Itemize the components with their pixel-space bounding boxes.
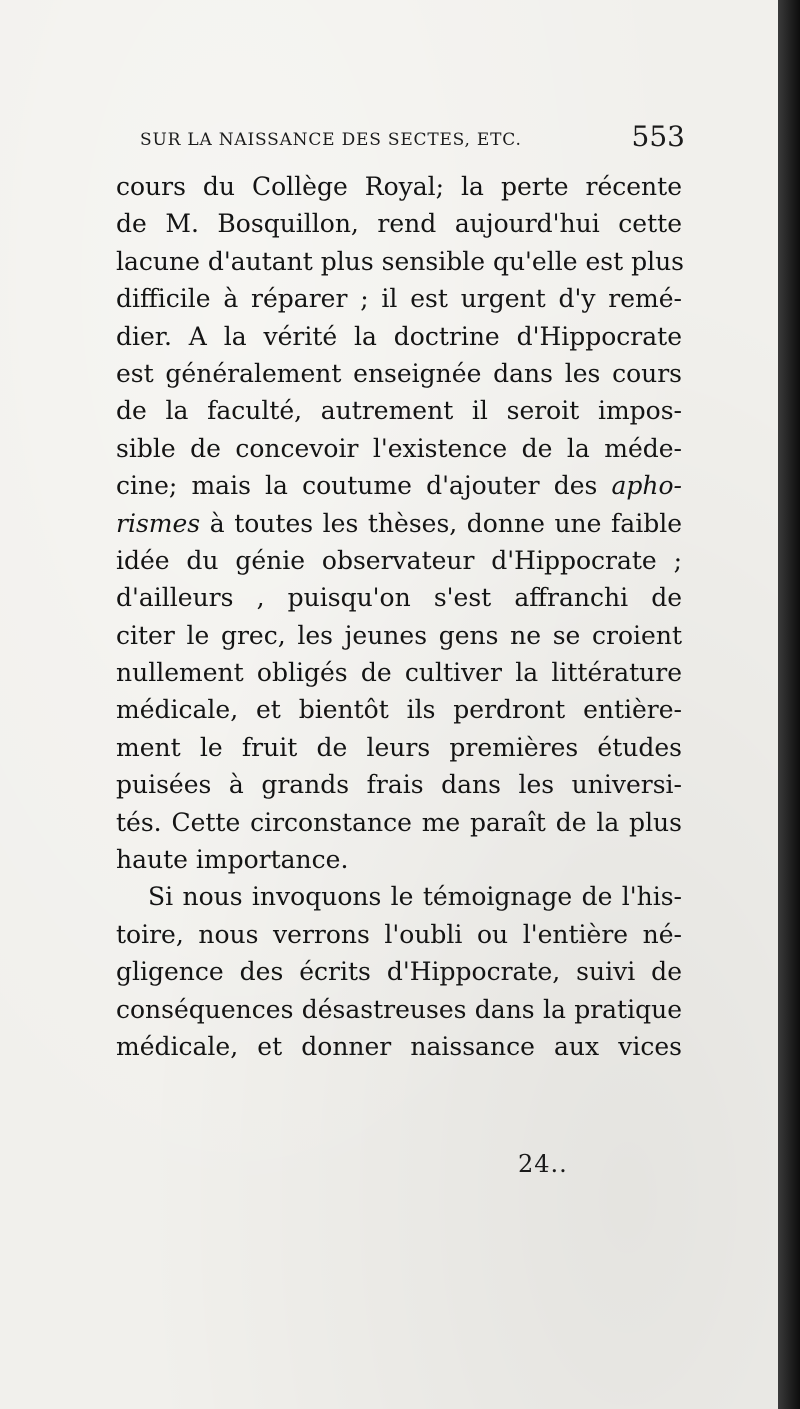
text-line: idée du génie observateur d'Hippocrate ; [116,545,682,575]
text-line: lacune d'autant plus sensible qu'elle est plus [116,246,684,276]
text-line-with-italic [116,467,682,504]
page-number: 553 [631,120,685,153]
text-line: nullement obligés de cultiver la littérature [116,658,682,688]
italic-term: apho- [611,471,682,501]
text-line: médicale, et bientôt ils perdront entière- [116,695,682,725]
text-line: puisées à grands frais dans les universi- [116,770,682,800]
text-segment: cine; mais la coutume d'ajouter des [116,471,598,501]
body-text [116,168,682,1065]
text-line: toire, nous verrons l'oubli ou l'entière né- [116,919,682,949]
text-line: dier. A la vérité la doctrine d'Hippocrate [116,321,682,351]
text-line: difficile à réparer ; il est urgent d'y remé- [116,284,682,314]
text-line: haute importance. [116,845,349,875]
text-line: Si nous invoquons le témoignage de l'his- [148,882,682,912]
text-line: ment le fruit de leurs premières études [116,732,682,762]
text-line: gligence des écrits d'Hippocrate, suivi de [116,957,682,987]
text-line: cours du Collège Royal; la perte récente [116,172,682,201]
page-header [140,120,685,160]
signature-mark: 24.. [518,1150,568,1178]
text-segment: à toutes les thèses, donne une faible [209,508,682,538]
text-line: médicale, et donner naissance aux vices [116,1031,682,1061]
text-line: est généralement enseignée dans les cours [116,358,682,388]
text-line: tés. Cette circonstance me paraît de la plus [116,807,682,837]
text-line-with-italic [116,505,682,542]
text-line: de M. Bosquillon, rend aujourd'hui cette [116,209,682,239]
running-head: SUR LA NAISSANCE DES SECTES, ETC. [140,130,522,150]
text-line: conséquences désastreuses dans la pratique [116,994,682,1024]
text-line: citer le grec, les jeunes gens ne se croient [116,620,682,650]
page-edge-shadow [778,0,800,1409]
text-line: d'ailleurs , puisqu'on s'est affranchi de [116,583,682,613]
text-line: sible de concevoir l'existence de la méde- [116,433,682,463]
italic-term: rismes [116,508,201,538]
text-line: de la faculté, autrement il seroit impos- [116,396,682,426]
